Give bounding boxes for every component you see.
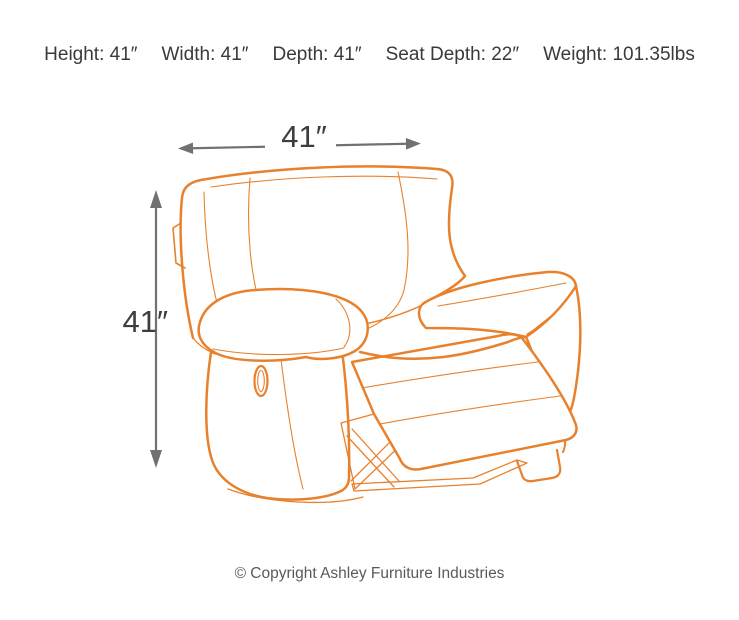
arrowhead-left-icon	[178, 142, 193, 154]
width-dimension-label: 41″	[281, 119, 327, 154]
side-base-panel	[206, 350, 349, 500]
arrowhead-down-icon	[150, 450, 162, 468]
spec-weight: Weight: 101.35lbs	[543, 44, 695, 65]
spec-width: Width: 41″	[161, 44, 249, 65]
recliner-line-drawing	[173, 166, 580, 502]
arrowhead-up-icon	[150, 190, 162, 208]
spec-height: Height: 41″	[44, 44, 138, 65]
copyright-text: © Copyright Ashley Furniture Industries	[234, 565, 505, 582]
arrowhead-right-icon	[406, 138, 421, 150]
left-armrest	[199, 289, 368, 361]
spec-depth: Depth: 41″	[272, 44, 362, 65]
height-dimension-label: 41″	[122, 304, 168, 339]
spec-seat-depth: Seat Depth: 22″	[385, 44, 520, 65]
front-foot	[517, 450, 560, 481]
